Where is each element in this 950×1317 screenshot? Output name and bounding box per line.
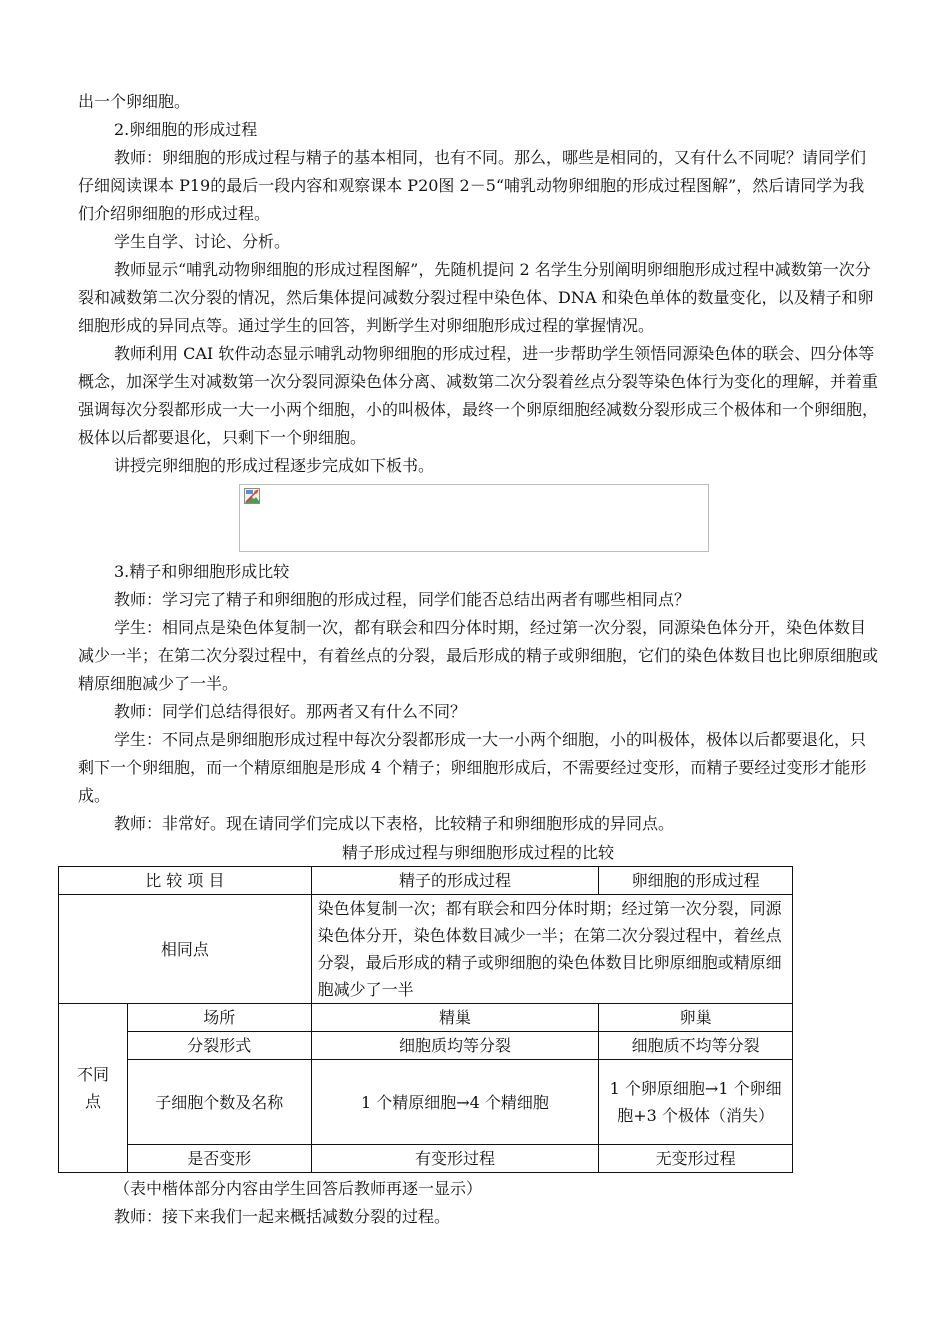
sperm-cell: 1 个精原细胞→4 个精细胞 (311, 1060, 599, 1145)
paragraph: 讲授完卵细胞的形成过程逐步完成如下板书。 (114, 456, 435, 475)
item-cell: 子细胞个数及名称 (127, 1060, 311, 1145)
table-note: （表中楷体部分内容由学生回答后教师再逐一显示） (114, 1179, 483, 1198)
paragraph: 出一个卵细胞。 (78, 92, 191, 111)
sperm-cell: 细胞质均等分裂 (311, 1032, 599, 1060)
item-cell: 场所 (127, 1004, 311, 1032)
sperm-cell: 精巢 (311, 1004, 599, 1032)
paragraph: 学生：不同点是卵细胞形成过程中每次分裂都形成一大一小两个细胞，小的叫极体，极体以后都要退化，只剩下一个卵细胞，而一个精原细胞是形成 4 个精子；卵细胞形成后，不需要经过变形，而精子要经过变形才能形成。 (78, 730, 867, 805)
table-row (59, 1004, 793, 1032)
paragraph: 教师利用 CAI 软件动态显示哺乳动物卵细胞的形成过程，进一步帮助学生领悟同源染色体的联会、四分体等概念，加深学生对减数第一次分裂同源染色体分离、减数第二次分裂着丝点分裂等染色体行为变化的理解，并着重强调每次分裂都形成一大一小两个细胞，小的叫极体，最终一个卵原细胞经减数分裂形成三个极体和一个卵细胞，极体以后都要退化，只剩下一个卵细胞。 (78, 344, 879, 447)
blackboard-image-placeholder (239, 484, 709, 552)
same-label-cell: 相同点 (59, 895, 312, 1004)
item-cell: 分裂形式 (127, 1032, 311, 1060)
broken-image-icon (244, 488, 260, 504)
paragraph: 教师：接下来我们一起来概括减数分裂的过程。 (114, 1207, 451, 1226)
comparison-table (58, 866, 793, 1173)
table-row (59, 1145, 793, 1173)
paragraph: 教师：非常好。现在请同学们完成以下表格，比较精子和卵细胞形成的异同点。 (114, 814, 675, 833)
table-caption: 精子形成过程与卵细胞形成过程的比较 (341, 843, 614, 862)
document-page (78, 88, 878, 1231)
section-heading: 3.精子和卵细胞形成比较 (114, 562, 290, 581)
section-heading: 2.卵细胞的形成过程 (114, 120, 258, 139)
paragraph: 教师显示“哺乳动物卵细胞的形成过程图解”，先随机提问 2 名学生分别阐明卵细胞形成过程中减数第一次分裂和减数第二次分裂的情况，然后集体提问减数分裂过程中染色体、DNA 和染色单体的数量变化，以及精子和卵细胞形成的异同点等。通过学生的回答，判断学生对卵细胞形成过程的掌握情况。 (78, 260, 874, 335)
table-row (59, 1060, 793, 1145)
egg-cell: 卵巢 (599, 1004, 793, 1032)
header-cell: 比 较 项 目 (59, 867, 312, 895)
egg-cell: 无变形过程 (599, 1145, 793, 1173)
table-header-row (59, 867, 793, 895)
sperm-cell: 有变形过程 (311, 1145, 599, 1173)
paragraph: 教师：同学们总结得很好。那两者又有什么不同？ (114, 702, 467, 721)
paragraph: 教师：卵细胞的形成过程与精子的基本相同，也有不同。那么，哪些是相同的，又有什么不同呢？请同学们仔细阅读课本 P19的最后一段内容和观察课本 P20图 2－5“哺乳动物卵细胞的形成过程图解”，然后请同学为我们介绍卵细胞的形成过程。 (78, 148, 867, 223)
same-text-cell: 染色体复制一次；都有联会和四分体时期；经过第一次分裂，同源染色体分开，染色体数目减少一半；在第二次分裂过程中，着丝点分裂，最后形成的精子或卵细胞的染色体数目比卵原细胞或精原细胞减少了一半 (311, 895, 792, 1004)
paragraph: 学生自学、讨论、分析。 (114, 232, 291, 251)
diff-label: 不同点 (76, 1065, 109, 1111)
egg-cell: 细胞质不均等分裂 (599, 1032, 793, 1060)
table-row (59, 1032, 793, 1060)
header-cell: 精子的形成过程 (311, 867, 599, 895)
item-cell: 是否变形 (127, 1145, 311, 1173)
paragraph: 教师：学习完了精子和卵细胞的形成过程，同学们能否总结出两者有哪些相同点？ (114, 590, 691, 609)
table-row (59, 895, 793, 1004)
diff-label-cell (59, 1004, 128, 1173)
paragraph: 学生：相同点是染色体复制一次，都有联会和四分体时期，经过第一次分裂，同源染色体分开，染色体数目减少一半；在第二次分裂过程中，有着丝点的分裂，最后形成的精子或卵细胞，它们的染色体数目也比卵原细胞或精原细胞减少了一半。 (78, 618, 879, 693)
egg-cell: 1 个卵原细胞→1 个卵细胞+3 个极体（消失） (599, 1060, 793, 1145)
header-cell: 卵细胞的形成过程 (599, 867, 793, 895)
